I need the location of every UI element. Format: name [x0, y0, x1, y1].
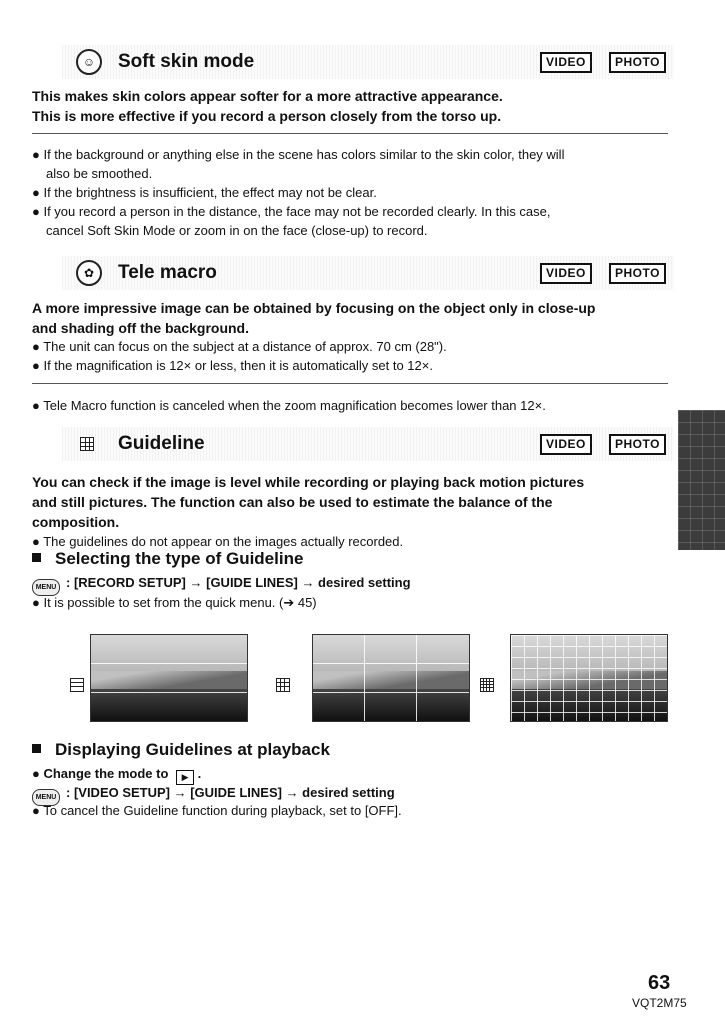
playback-menu-path: MENU : [VIDEO SETUP] → [GUIDE LINES] → desired setting	[32, 783, 395, 806]
flower-icon: ✿	[76, 260, 102, 286]
grid-icon	[80, 437, 94, 451]
guideline-bullet: ● The guidelines do not appear on the images actually recorded.	[32, 534, 404, 549]
tele-macro-intro: A more impressive image can be obtained by focusing on the object only in close-up and shading off the background.	[32, 300, 596, 336]
video-mode-tag: VIDEO	[540, 52, 592, 73]
page-number: 63	[648, 972, 671, 994]
playback-guideline-heading: Displaying Guidelines at playback	[32, 740, 330, 760]
tele-macro-note: ● Tele Macro function is canceled when the zoom magnification becomes lower than 12×.	[32, 398, 546, 413]
playback-mode-icon: ▶	[176, 770, 194, 785]
menu-icon: MENU	[32, 789, 60, 806]
guide-type-2-icon	[276, 678, 290, 692]
select-menu-path: MENU : [RECORD SETUP] → [GUIDE LINES] → desired setting	[32, 573, 411, 596]
guideline-title: Guideline	[118, 433, 205, 454]
photo-mode-tag: PHOTO	[609, 263, 666, 284]
photo-mode-tag: PHOTO	[609, 434, 666, 455]
tele-macro-bullets: ● The unit can focus on the subject at a distance of approx. 70 cm (28"). ● If the magnification is 12× or less, then it is automatically set to 12×.	[32, 339, 447, 373]
guide-type-3-icon	[480, 678, 494, 692]
document-code: VQT2M75	[632, 996, 687, 1010]
playback-cancel-note: ● To cancel the Guideline function during playback, set to [OFF].	[32, 803, 402, 818]
guideline-sample-2	[312, 634, 470, 722]
guideline-intro: You can check if the image is level while recording or playing back motion pictures and still pictures. The function can also be used to estimate the balance of the composition.	[32, 474, 585, 530]
guideline-sample-3	[510, 634, 668, 722]
divider	[32, 383, 668, 384]
soft-skin-intro: This makes skin colors appear softer for a more attractive appearance. This is more effective if you record a person closely from the torso up.	[32, 88, 503, 124]
soft-skin-title: Soft skin mode	[118, 51, 255, 72]
menu-icon: MENU	[32, 579, 60, 596]
playback-mode-step: ● Change the mode to ▶ .	[32, 764, 201, 785]
tele-macro-title: Tele macro	[118, 262, 217, 283]
select-guideline-heading: Selecting the type of Guideline	[32, 549, 303, 569]
photo-mode-tag: PHOTO	[609, 52, 666, 73]
quick-menu-note: ● It is possible to set from the quick menu. (➔ 45)	[32, 595, 317, 610]
square-bullet-icon	[32, 553, 41, 562]
video-mode-tag: VIDEO	[540, 263, 592, 284]
chapter-side-tab	[678, 410, 725, 550]
face-icon: ☺	[76, 49, 102, 75]
video-mode-tag: VIDEO	[540, 434, 592, 455]
guideline-sample-1	[90, 634, 248, 722]
soft-skin-notes: ● If the background or anything else in the scene has colors similar to the skin color, they will also be smoothed. ● If the brightness is insufficient, the effect may not be clear. ● If you record a person in the distance, the face may not be recorded clearly. In this case, cancel Soft Skin Mode or zoom in on the face (close-up) to record.	[32, 147, 565, 238]
square-bullet-icon	[32, 744, 41, 753]
guide-type-1-icon	[70, 678, 84, 692]
divider	[32, 133, 668, 134]
